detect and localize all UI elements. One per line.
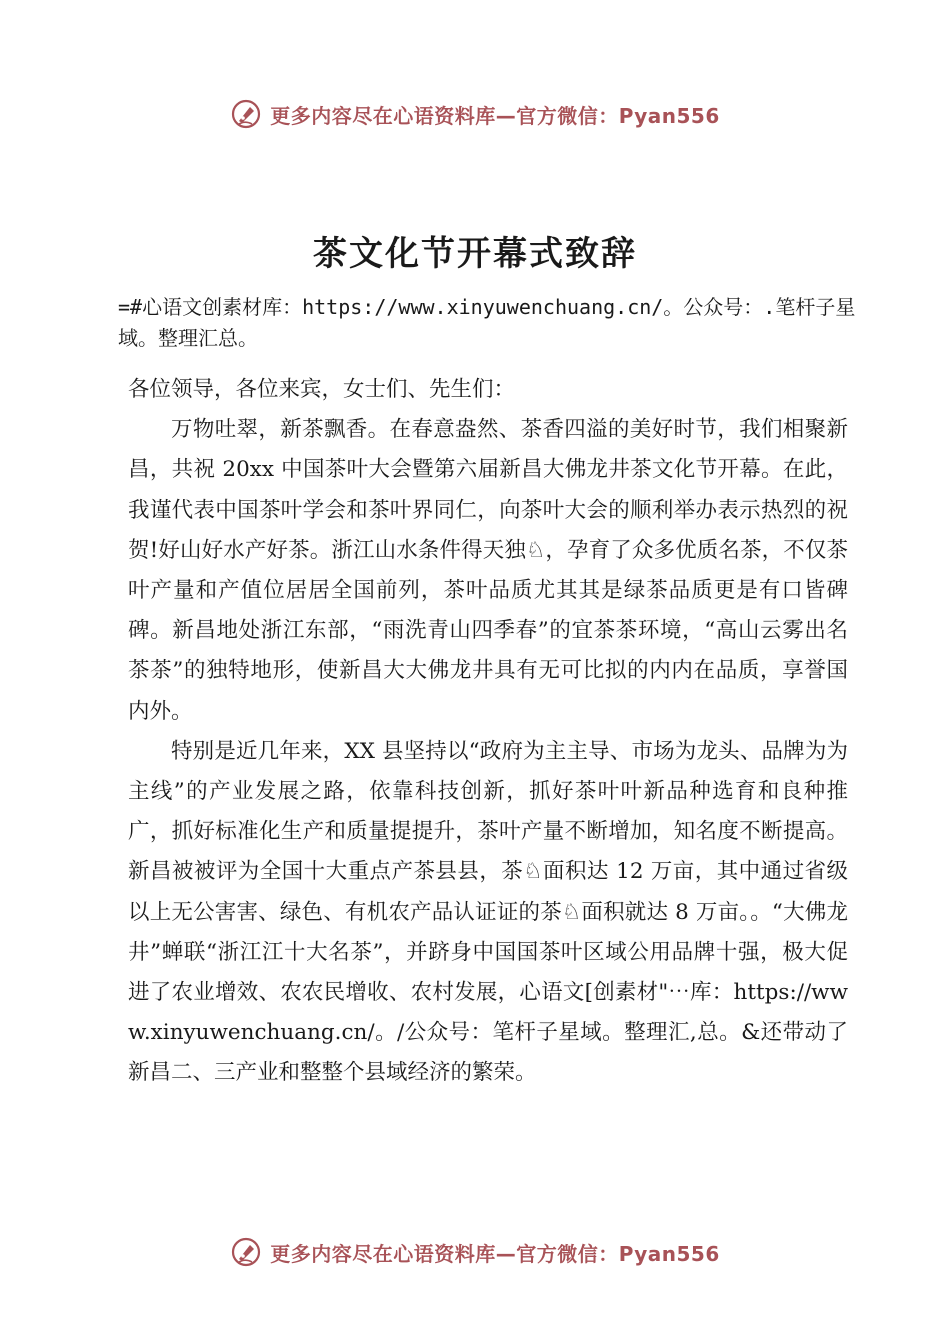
document-body	[128, 370, 848, 1094]
footer-watermark-banner	[0, 1232, 950, 1272]
header-watermark-banner	[0, 94, 950, 134]
paragraph: 万物吐翠，新茶飘香。在春意盎然、茶香四溢的美好时节，我们相聚新昌，共祝 20xx 中国茶叶大会暨第六届新昌大佛龙井茶文化节开幕。在此，我谨代表中国茶叶学会和茶叶界同仁，向茶叶大会的顺利举办表示热烈的祝贺!好山好水产好茶。浙江山水条件得天独♘，孕育了众多优质名茶，不仅茶叶产量和产值位居居全国前列，茶叶品质尤其其是绿茶品质更是有口皆碑碑。新昌地处浙江东部，“雨洗青山四季春”的宜茶茶环境，“高山云雾出名茶茶”的独特地形，使新昌大大佛龙井具有无可比拟的内内在品质，享誉国内外。	[128, 417, 848, 724]
salutation: 各位领导，各位来宾，女士们、先生们：	[128, 377, 516, 402]
pen-nib-logo-icon	[230, 98, 262, 130]
source-note: =#心语文创素材库：https://www.xinyuwenchuang.cn/。公众号：.笔杆子星域。整理汇总。	[118, 295, 856, 350]
pen-nib-logo-icon	[230, 1236, 262, 1268]
document-title: 茶文化节开幕式致辞	[313, 234, 637, 274]
paragraph: 特别是近几年来，XX 县坚持以“政府为主主导、市场为龙头、品牌为为主线”的产业发展之路，依靠科技创新，抓好茶叶叶新品种选育和良种推广，抓好标准化生产和质量提提升，茶叶产量不断增加，知名度不断提高。新昌被被评为全国十大重点产茶县县，茶♘面积达 12 万亩，其中通过省级以上无公害害、绿色、有机农产品认证证的茶♘面积就达 8 万亩。。“大佛龙井”蝉联“浙江江十大名茶”，并跻身中国国茶叶区域公用品牌十强，极大促进了农业增效、农农民增收、农村发展，心语文[创素材"⋯库：https://www.xinyuwenchuang.cn/。/公众号：笔杆子星域。整理汇,总。&还带动了新昌二、三产业和整整个县域经济的繁荣。	[128, 738, 848, 1086]
watermark-text: 更多内容尽在心语资料库—官方微信：Pyan556	[270, 103, 720, 128]
watermark-text: 更多内容尽在心语资料库—官方微信：Pyan556	[270, 1241, 720, 1266]
